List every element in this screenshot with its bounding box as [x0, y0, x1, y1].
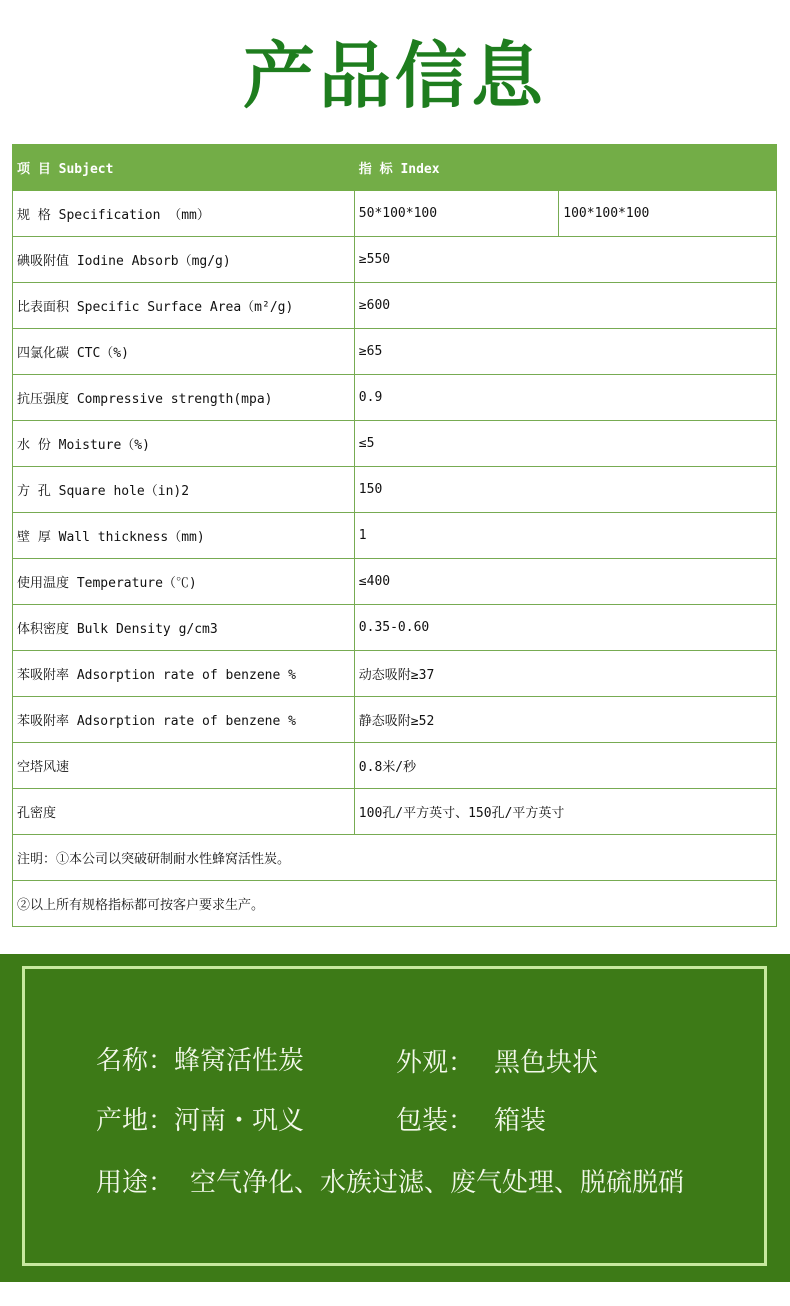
row-subject: 水 份 Moisture（%) [13, 421, 355, 467]
row-value: 150 [354, 467, 776, 513]
row-value: 静态吸附≥52 [354, 697, 776, 743]
appearance-row [396, 1042, 598, 1079]
table-row [13, 375, 777, 421]
table-note-row [13, 881, 777, 927]
appearance-value: 黑色块状 [494, 1048, 599, 1078]
note: 注明：①本公司以突破研制耐水性蜂窝活性炭。 [13, 835, 777, 881]
spec-table [12, 144, 777, 927]
product-info-panel [0, 954, 790, 1282]
table-row [13, 191, 777, 237]
row-value: 0.8米/秒 [354, 743, 776, 789]
row-value: 100孔/平方英寸、150孔/平方英寸 [354, 789, 776, 835]
usage-row [96, 1162, 684, 1199]
row-value: ≥65 [354, 329, 776, 375]
table-note-row [13, 835, 777, 881]
row-subject: 苯吸附率 Adsorption rate of benzene % [13, 651, 355, 697]
table-header-row [13, 145, 777, 191]
appearance-label: 外观： [396, 1048, 475, 1078]
row-subject: 空塔风速 [13, 743, 355, 789]
row-value: ≤400 [354, 559, 776, 605]
row-subject: 碘吸附值 Iodine Absorb（mg/g) [13, 237, 355, 283]
origin-label: 产地： [96, 1106, 175, 1136]
row-value: 0.35-0.60 [354, 605, 776, 651]
table-row [13, 237, 777, 283]
name-row [96, 1040, 304, 1077]
table-row [13, 513, 777, 559]
row-value: 50*100*100 [354, 191, 558, 237]
table-row [13, 743, 777, 789]
row-value: ≤5 [354, 421, 776, 467]
row-value: ≥600 [354, 283, 776, 329]
usage-label: 用途： [96, 1168, 175, 1198]
page-title: 产品信息 [242, 34, 547, 118]
table-row [13, 559, 777, 605]
name-value: 蜂窝活性炭 [174, 1046, 305, 1076]
row-subject: 壁 厚 Wall thickness（mm) [13, 513, 355, 559]
table-row [13, 283, 777, 329]
table-row [13, 329, 777, 375]
row-subject: 使用温度 Temperature（℃) [13, 559, 355, 605]
table-row [13, 605, 777, 651]
table-row [13, 697, 777, 743]
table-row [13, 467, 777, 513]
origin-value: 河南・巩义 [174, 1106, 305, 1136]
row-value: ≥550 [354, 237, 776, 283]
row-subject: 方 孔 Square hole（in)2 [13, 467, 355, 513]
header-subject: 项 目 Subject [13, 145, 355, 191]
origin-row [96, 1100, 304, 1137]
row-value: 0.9 [354, 375, 776, 421]
package-row [396, 1100, 546, 1137]
package-value: 箱装 [494, 1106, 547, 1136]
row-value-2: 100*100*100 [559, 191, 777, 237]
header-index: 指 标 Index [354, 145, 776, 191]
usage-value: 空气净化、水族过滤、废气处理、脱硫脱硝 [190, 1168, 685, 1198]
note: ②以上所有规格指标都可按客户要求生产。 [13, 881, 777, 927]
table-row [13, 421, 777, 467]
row-value: 动态吸附≥37 [354, 651, 776, 697]
name-label: 名称： [96, 1046, 175, 1076]
package-label: 包装： [396, 1106, 475, 1136]
row-subject: 体积密度 Bulk Density g/cm3 [13, 605, 355, 651]
row-subject: 苯吸附率 Adsorption rate of benzene % [13, 697, 355, 743]
row-value: 1 [354, 513, 776, 559]
row-subject: 四氯化碳 CTC（%) [13, 329, 355, 375]
table-row [13, 651, 777, 697]
row-subject: 比表面积 Specific Surface Area（m²/g) [13, 283, 355, 329]
row-subject: 规 格 Specification （mm） [13, 191, 355, 237]
row-subject: 孔密度 [13, 789, 355, 835]
row-subject: 抗压强度 Compressive strength(mpa) [13, 375, 355, 421]
table-row [13, 789, 777, 835]
